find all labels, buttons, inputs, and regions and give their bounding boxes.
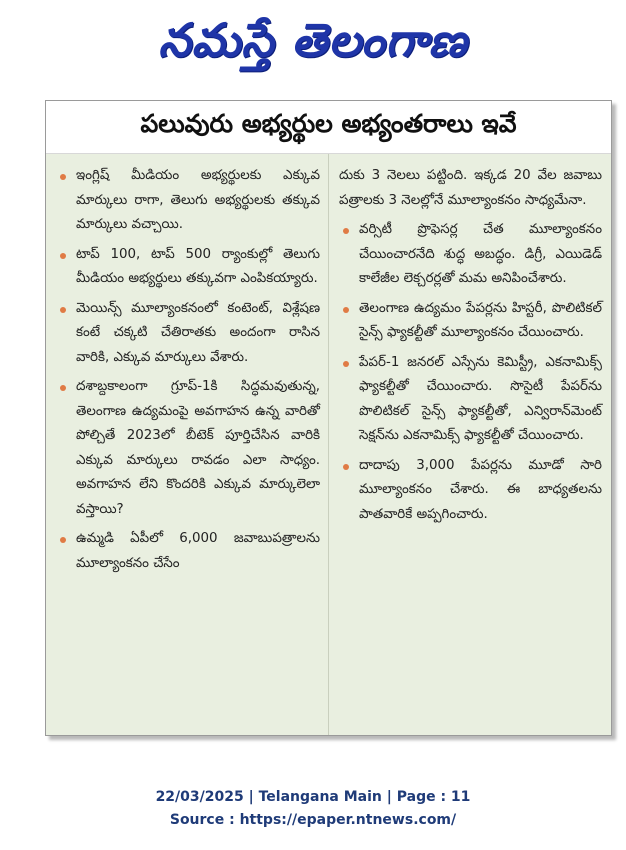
item-text: వర్సిటీ ప్రొఫెసర్ల చేత మూల్యాంకనం చేయించారనేది శుద్ధ అబద్ధం. డిగ్రీ, ఎయిడెడ్ కాలేజీల లెక్చరర్లతో మమ అనిపించేశారు. <box>359 222 602 286</box>
item-text: ఉమ్మడి ఏపీలో 6,000 జవాబుపత్రాలను మూల్యాంకనం చేసేం <box>76 531 320 571</box>
item-text: దశాబ్దకాలంగా గ్రూప్-1కి సిద్ధమవుతున్న, తెలంగాణ ఉద్యమంపై అవగాహన ఉన్న వారితో పోల్చితే 2023లో బీటెక్ పూర్తిచేసిన వారికి ఎక్కువ మార్కులు రావడం ఎలా సాధ్యం. అవగాహన లేని కొందరికి ఎక్కువ మార్కులెలా వస్తాయి? <box>76 379 320 517</box>
list-item <box>339 454 602 528</box>
footer-dateline: 22/03/2025 | Telangana Main | Page : 11 <box>155 789 471 805</box>
bullet-icon <box>343 361 349 367</box>
list-item <box>339 351 602 449</box>
list-item <box>339 297 602 346</box>
footer-source: Source : https://epaper.ntnews.com/ <box>169 812 457 828</box>
bullet-icon <box>343 228 349 234</box>
bullet-icon <box>60 307 66 313</box>
list-item <box>339 218 602 292</box>
bullet-icon <box>60 385 66 391</box>
item-text: తెలంగాణ ఉద్యమం పేపర్లను హిస్టరీ, పొలిటికల్ సైన్స్ ఫ్యాకల్టీతో మూల్యాంకనం చేయించారు. <box>359 300 602 340</box>
list-item <box>56 375 320 522</box>
item-text: మెయిన్స్ మూల్యాంకనంలో కంటెంట్, విశ్లేషణ కంటే చక్కటి చేతిరాతకు అందంగా రాసిన వారికి, ఎక్కువ మార్కులు వేశారు. <box>76 300 320 365</box>
article-clipping <box>45 100 612 736</box>
list-item <box>56 164 320 238</box>
bullet-icon <box>60 253 66 259</box>
item-text: ఇంగ్లిష్ మీడియం అభ్యర్థులకు ఎక్కువ మార్కులు రాగా, తెలుగు అభ్యర్థులకు తక్కువ మార్కులు వచ్చాయి. <box>76 168 320 232</box>
article-headline: పలువురు అభ్యర్థుల అభ్యంతరాలు ఇవే <box>46 101 611 154</box>
bullet-icon <box>343 464 349 470</box>
bullet-icon <box>60 174 66 180</box>
right-column <box>328 154 610 735</box>
list-item <box>56 243 320 292</box>
item-text: టాప్ 100, టాప్ 500 ర్యాంకుల్లో తెలుగు మీడియం అభ్యర్థులు తక్కువగా ఎంపికయ్యారు. <box>76 246 320 286</box>
bullet-icon <box>60 537 66 543</box>
masthead <box>0 0 626 92</box>
continued-text: దుకు 3 నెలలు పట్టింది. ఇక్కడ 20 వేల జవాబు పత్రాలకు 3 నెలల్లోనే మూల్యాంకనం సాధ్యమేనా. <box>339 168 602 208</box>
article-body <box>46 154 611 735</box>
item-text: దాదాపు 3,000 పేపర్లను మూడో సారి మూల్యాంకనం చేశారు. ఈ బాధ్యతలను పాతవారికే అప్పగించారు. <box>359 457 602 522</box>
list-item <box>56 527 320 576</box>
list-item <box>56 297 320 371</box>
left-column <box>46 154 328 735</box>
item-text: పేపర్-1 జనరల్ ఎస్సేను కెమిస్ట్రీ, ఎకనామిక్స్ ఫ్యాకల్టీతో చేయించారు. సొసైటీ పేపర్‌ను పొలిటికల్ సైన్స్ ఫ్యాకల్టీతో, ఎన్విరాన్‌మెంట్ సెక్షన్‌ను ఎకనామిక్స్ ఫ్యాకల్టీతో చేయించారు. <box>359 354 602 443</box>
newspaper-title: నమస్తే తెలంగాణ <box>158 13 468 67</box>
bullet-icon <box>343 307 349 313</box>
